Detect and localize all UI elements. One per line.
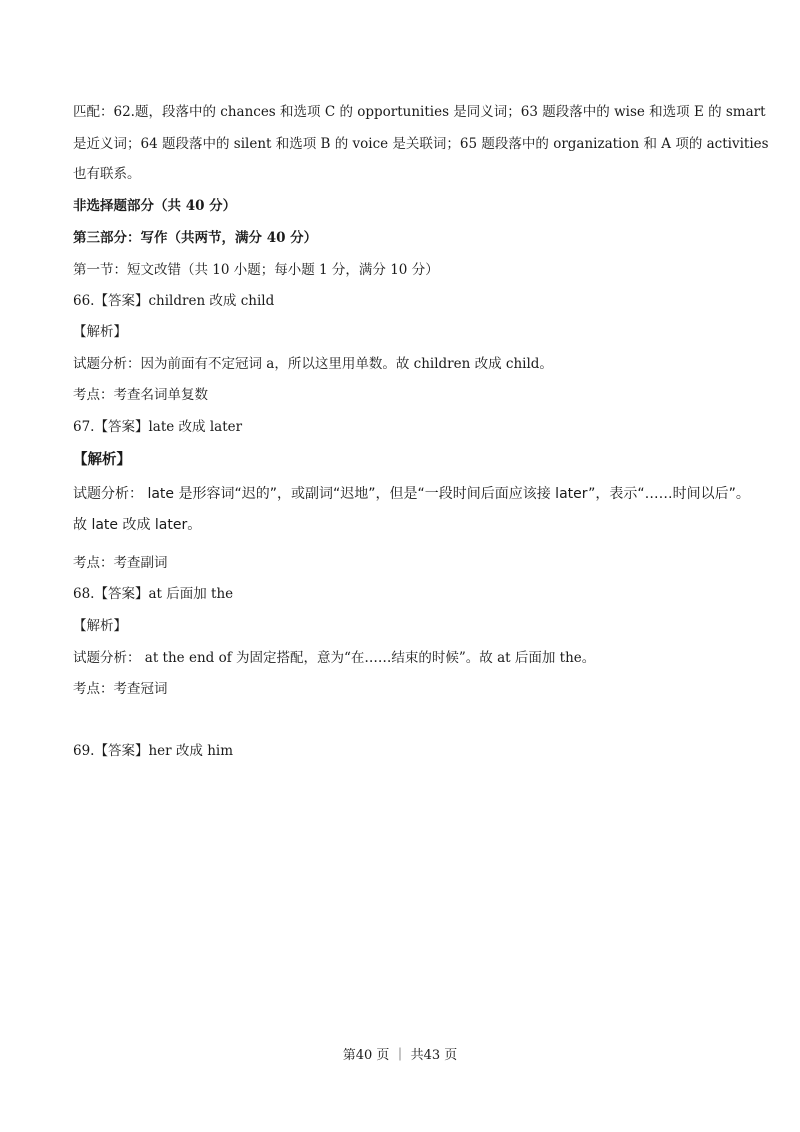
analysis-text: 故 late 改成 later。 [73,517,202,533]
paragraph-line: 匹配：62.题，段落中的 chances 和选项 C 的 opportunities 是同义词；63 题段落中的 wise 和选项 E 的 smart [73,104,766,120]
analysis-label: 【解析】 [73,451,131,468]
answer-line: 68.【答案】at 后面加 the [73,586,234,602]
analysis-label: 【解析】 [73,324,127,340]
section-heading: 第三部分：写作（共两节，满分 40 分） [73,230,318,246]
section-heading: 非选择题部分（共 40 分） [73,198,237,214]
subsection-heading: 第一节：短文改错（共 10 小题；每小题 1 分，满分 10 分） [73,262,439,278]
analysis-text: 试题分析： late 是形容词“迟的”，或副词“迟地”，但是“一段时间后面应该接 later”，表示“……时间以后”。 [73,486,750,502]
paragraph-line: 是近义词；64 题段落中的 silent 和选项 B 的 voice 是关联词；65 题段落中的 organization 和 A 项的 activities [73,136,769,152]
analysis-label: 【解析】 [73,618,127,634]
page-number-footer: 第40 页 ｜ 共43 页 [342,1048,458,1063]
key-point: 考点：考查副词 [73,555,168,571]
key-point: 考点：考查名词单复数 [73,387,208,403]
analysis-text: 试题分析：因为前面有不定冠词 a，所以这里用单数。故 children 改成 child。 [73,356,553,372]
key-point: 考点：考查冠词 [73,681,168,697]
answer-line: 67.【答案】late 改成 later [73,419,243,435]
answer-line: 69.【答案】her 改成 him [73,743,234,759]
analysis-text: 试题分析： at the end of 为固定搭配，意为“在……结束的时候”。故 at 后面加 the。 [73,650,596,666]
answer-line: 66.【答案】children 改成 child [73,293,275,309]
paragraph-line: 也有联系。 [73,166,141,182]
